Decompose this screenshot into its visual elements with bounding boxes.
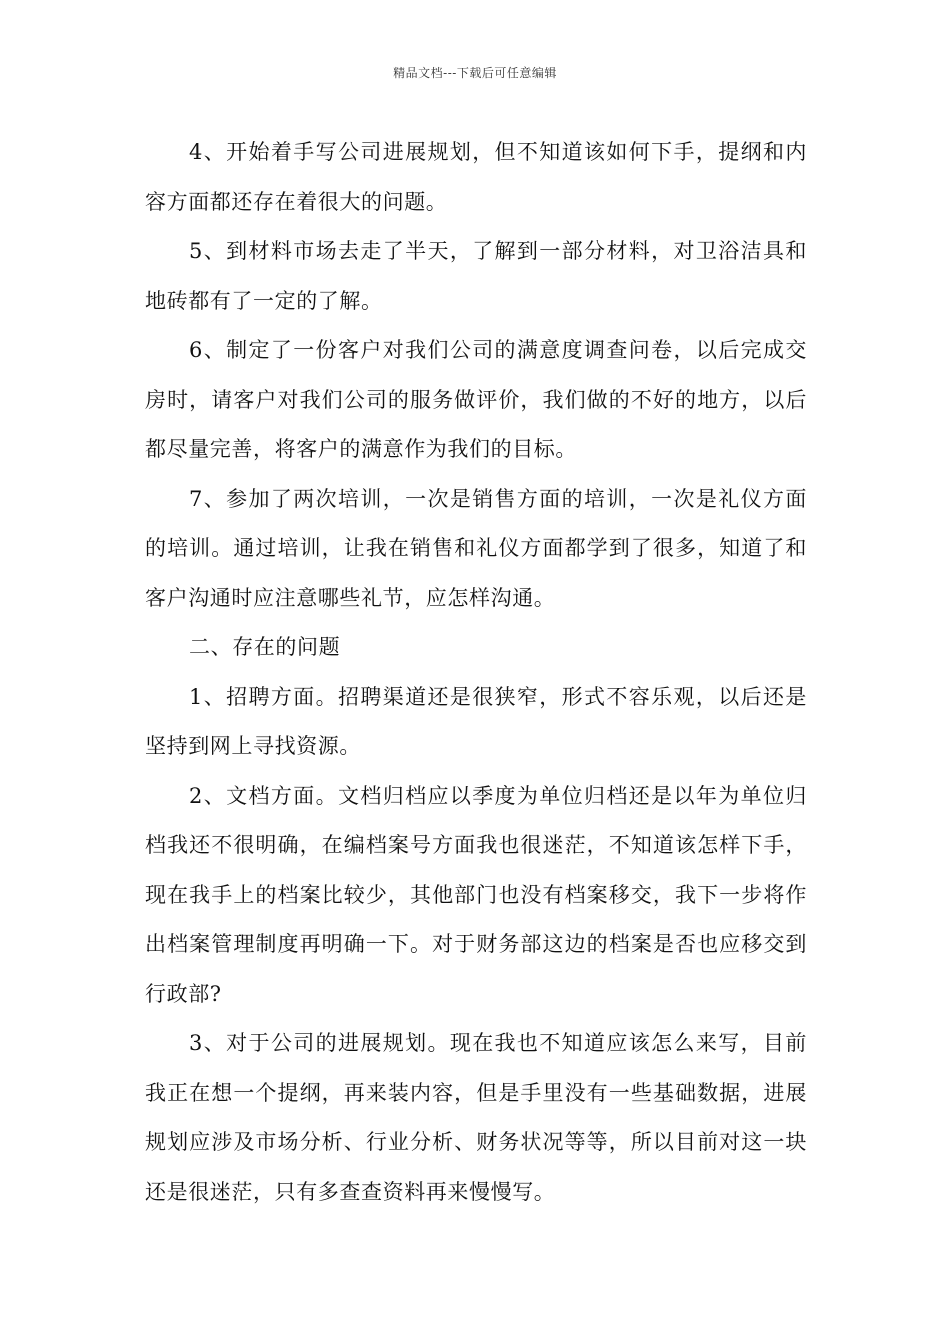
- paragraph-problem-2: 2、文档方面。文档归档应以季度为单位归档还是以年为单位归档我还不很明确，在编档案号方面我也很迷茫，不知道该怎样下手，现在我手上的档案比较少，其他部门也没有档案移交，我下一步将作出档案管理制度再明确一下。对于财务部这边的档案是否也应移交到行政部?: [145, 783, 807, 1006]
- paragraph-problem-3: 3、对于公司的进展规划。现在我也不知道应该怎么来写，目前我正在想一个提纲，再来装内容，但是手里没有一些基础数据，进展规划应涉及市场分析、行业分析、财务状况等等，所以目前对这一块还是很迷茫，只有多查查资料再来慢慢写。: [145, 1031, 807, 1204]
- section-heading-problems: 二、存在的问题: [189, 635, 341, 659]
- paragraph-item-4: 4、开始着手写公司进展规划，但不知道该如何下手，提纲和内容方面都还存在着很大的问题。: [145, 140, 807, 214]
- paragraph-item-6: 6、制定了一份客户对我们公司的满意度调查问卷，以后完成交房时，请客户对我们公司的服务做评价，我们做的不好的地方，以后都尽量完善，将客户的满意作为我们的目标。: [145, 338, 807, 461]
- document-body: [145, 128, 807, 1217]
- paragraph-item-5: 5、到材料市场去走了半天，了解到一部分材料，对卫浴洁具和地砖都有了一定的了解。: [145, 239, 807, 313]
- page-header: 精品文档---下载后可任意编辑: [393, 66, 557, 80]
- paragraph-item-7: 7、参加了两次培训，一次是销售方面的培训，一次是礼仪方面的培训。通过培训，让我在销售和礼仪方面都学到了很多，知道了和客户沟通时应注意哪些礼节，应怎样沟通。: [145, 486, 807, 610]
- paragraph-problem-1: 1、招聘方面。招聘渠道还是很狭窄，形式不容乐观，以后还是坚持到网上寻找资源。: [145, 684, 807, 758]
